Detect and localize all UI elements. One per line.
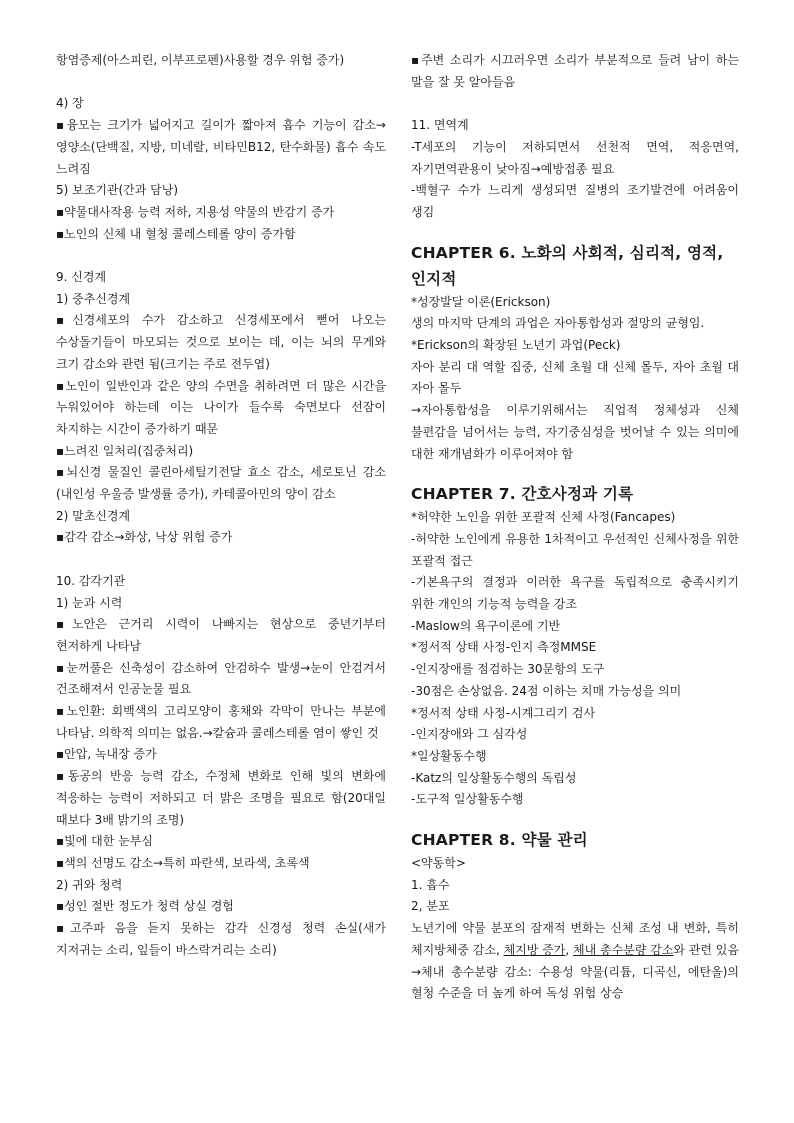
bullet-item: ▪노인의 신체 내 혈청 콜레스테롤 양이 증가함 bbox=[56, 226, 296, 241]
bullet-item: ▪융모는 크기가 넓어지고 길이가 짧아져 흡수 기능이 감소→영양소(단백질, 지방, 미네랄, 비타민B12, 탄수화물) 흡수 속도 느려짐 bbox=[56, 118, 386, 176]
section-heading: 1) 눈과 시력 bbox=[56, 595, 123, 610]
left-column bbox=[56, 50, 386, 961]
section-heading: 4) 장 bbox=[56, 96, 84, 111]
text-line: -T세포의 기능이 저하되면서 선천적 면역, 적응면역, 자기면역관용이 낮아짐→예방접종 필요 bbox=[411, 139, 739, 176]
text-line: 항염증제(아스피린, 이부프로펜)사용할 경우 위험 증가) bbox=[56, 53, 345, 67]
text-line: *성장발달 이론(Erickson) bbox=[411, 294, 551, 309]
bullet-item: ▪노인이 일반인과 같은 양의 수면을 취하려면 더 많은 시간을 누워있어야 하는데 이는 나이가 들수록 숙면보다 선잠이 차지하는 시간이 증가하기 때문 bbox=[56, 378, 386, 436]
text-line: *일상활동수행 bbox=[411, 748, 487, 763]
text-line: <약동학> bbox=[411, 856, 466, 871]
text-run: 노년기에 약물 분포의 잠재적 변화는 신체 조성 내 변화, 특히 체지방체중 감소, bbox=[411, 921, 739, 957]
text-line: →체내 총수분량 감소: 수용성 약물(리튬, 디곡신, 에탄올)의 혈청 수준을 더 높게 하여 독성 위험 상승 bbox=[411, 964, 739, 1001]
bullet-item: ▪뇌신경 물질인 콜린아세틸기전달 효소 감소, 세로토닌 감소(내인성 우울증 발생률 증가), 카테콜아민의 양이 감소 bbox=[56, 465, 386, 502]
section-heading: 9. 신경계 bbox=[56, 270, 107, 284]
text-line: -Katz의 일상활동수행의 독립성 bbox=[411, 770, 577, 785]
bullet-item: ▪주변 소리가 시끄러우면 소리가 부분적으로 들려 남이 하는 말을 잘 못 알아들음 bbox=[411, 53, 739, 89]
section-heading: 11. 면역계 bbox=[411, 118, 469, 133]
right-column bbox=[411, 50, 739, 1005]
spacer bbox=[56, 72, 386, 94]
text-line: 자아 분리 대 역할 집중, 신체 초월 대 신체 몰두, 자아 초월 대 자아 몰두 bbox=[411, 359, 739, 396]
bullet-item: ▪고주파 음을 듣지 못하는 감각 신경성 청력 손실(새가 지저귀는 소리, 잎들이 바스락거리는 소리) bbox=[56, 921, 386, 957]
chapter-8-title: CHAPTER 8. 약물 관리 bbox=[411, 831, 588, 850]
text-line: -인지장애를 점검하는 30문항의 도구 bbox=[411, 662, 605, 677]
underlined-text: 체지방 증가 bbox=[503, 942, 566, 957]
spacer bbox=[411, 93, 739, 115]
chapter-7-title: CHAPTER 7. 간호사정과 기록 bbox=[411, 485, 634, 504]
section-heading: 10. 감각기관 bbox=[56, 573, 126, 588]
chapter-6-title: CHAPTER 6. 노화의 사회적, 심리적, 영적, 인지적 bbox=[411, 243, 724, 288]
spacer bbox=[411, 465, 739, 473]
distribution-paragraph bbox=[411, 918, 739, 961]
text-line: -30점은 손상없음. 24점 이하는 치매 가능성을 의미 bbox=[411, 683, 682, 698]
text-line: 1. 흡수 bbox=[411, 877, 450, 892]
bullet-item: ▪느려진 일처리(집중처리) bbox=[56, 443, 194, 458]
text-line: →자아통합성을 이루기위해서는 직업적 정체성과 신체 불편감을 넘어서는 능력, 자기중심성을 벗어날 수 있는 의미에 대한 재개념화가 이루어져야 함 bbox=[411, 403, 739, 461]
bullet-item: ▪성인 절반 정도가 청력 상실 경험 bbox=[56, 899, 234, 914]
text-line: *정서적 상태 사정-시계그리기 검사 bbox=[411, 705, 596, 720]
section-heading: 5) 보조기관(간과 담낭) bbox=[56, 183, 179, 198]
text-line: -기본욕구의 결정과 이러한 욕구를 독립적으로 충족시키기 위한 개인의 기능적 능력을 강조 bbox=[411, 575, 739, 612]
underlined-text: 체내 총수분량 감소 bbox=[573, 942, 674, 957]
spacer bbox=[56, 549, 386, 571]
text-line: -Maslow의 욕구이론에 기반 bbox=[411, 618, 561, 633]
section-heading: 2) 말초신경계 bbox=[56, 508, 131, 523]
text-line: *허약한 노인을 위한 포괄적 신체 사정(Fancapes) bbox=[411, 510, 676, 525]
text-line: -백혈구 수가 느리게 생성되면 질병의 조기발견에 어려움이 생김 bbox=[411, 183, 739, 219]
text-line: 2, 분포 bbox=[411, 899, 450, 914]
spacer bbox=[411, 811, 739, 819]
bullet-item: ▪빛에 대한 눈부심 bbox=[56, 834, 153, 849]
text-line: -인지장애와 그 심각성 bbox=[411, 727, 528, 742]
bullet-item: ▪약물대사작용 능력 저하, 지용성 약물의 반감기 증가 bbox=[56, 204, 335, 219]
bullet-item: ▪신경세포의 수가 감소하고 신경세포에서 뻗어 나오는 수상돌기들이 마모되는 것으로 보이는 데, 이는 뇌의 무게와 크기 감소와 관련 됨(크기는 주로 전두엽) bbox=[56, 313, 386, 371]
text-line: -도구적 일상활동수행 bbox=[411, 792, 524, 807]
spacer bbox=[56, 245, 386, 267]
section-heading: 2) 귀와 청력 bbox=[56, 877, 123, 892]
text-line: *정서적 상태 사정-인지 측정MMSE bbox=[411, 640, 597, 655]
spacer bbox=[411, 473, 739, 481]
bullet-item: ▪감각 감소→화상, 낙상 위험 증가 bbox=[56, 530, 233, 545]
bullet-item: ▪눈꺼풀은 신축성이 감소하여 안검하수 발생→눈이 안검겨서 건조해져서 인공눈물 필요 bbox=[56, 660, 386, 697]
text-line: 생의 마지막 단계의 과업은 자아통합성과 절망의 균형임. bbox=[411, 316, 705, 331]
bullet-item: ▪노인환: 회백색의 고리모양이 홍채와 각막이 만나는 부분에 나타남. 의학적 의미는 없음.→칼슘과 콜레스테롤 염이 쌓인 것 bbox=[56, 704, 386, 740]
text-line: *Erickson의 확장된 노년기 과업(Peck) bbox=[411, 338, 621, 353]
section-heading: 1) 중추신경계 bbox=[56, 291, 131, 306]
bullet-item: ▪색의 선명도 감소→특히 파란색, 보라색, 초록색 bbox=[56, 855, 310, 870]
spacer bbox=[411, 224, 739, 232]
text-run: , bbox=[565, 942, 574, 957]
spacer bbox=[411, 232, 739, 240]
bullet-item: ▪동공의 반응 능력 감소, 수정체 변화로 인해 빛의 변화에 적응하는 능력이 저하되고 더 밝은 조명을 필요로 함(20대일 때보다 3배 밝기의 조명) bbox=[56, 769, 386, 827]
bullet-item: ▪노안은 근거리 시력이 나빠지는 현상으로 중년기부터 현저하게 나타남 bbox=[56, 617, 386, 653]
text-run: 와 관련 있음 bbox=[673, 942, 739, 957]
bullet-item: ▪안압, 녹내장 증가 bbox=[56, 747, 157, 762]
spacer bbox=[411, 819, 739, 827]
text-line: -허약한 노인에게 유용한 1차적이고 우선적인 신체사정을 위한 포괄적 접근 bbox=[411, 531, 739, 568]
